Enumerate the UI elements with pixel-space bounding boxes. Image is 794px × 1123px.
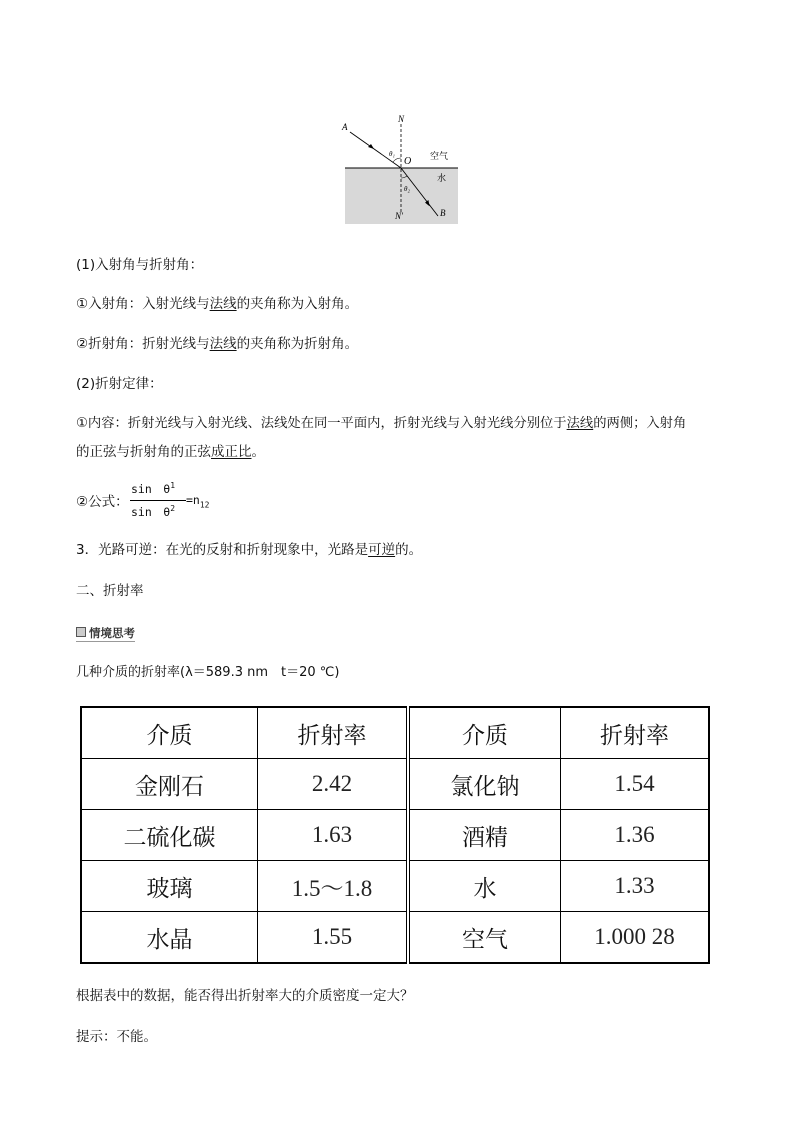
- table-cell-medium: 氯化钠: [408, 759, 561, 810]
- fraction-bar: [130, 500, 186, 501]
- table-header-index-2: 折射率: [561, 707, 710, 759]
- incidence-pre: ①入射角：入射光线与: [76, 296, 210, 312]
- law-content-underline-1: 法线: [566, 416, 594, 431]
- refraction-pre: ②折射角：折射光线与: [76, 336, 210, 352]
- table-cell-index: 1.36: [561, 810, 710, 861]
- formula-num-sub: 1: [170, 481, 176, 491]
- section3-text: [76, 540, 422, 560]
- incident-arrow-icon: [368, 144, 374, 149]
- table-header-row: [81, 707, 709, 759]
- label-theta1: θ₁: [389, 150, 395, 158]
- law-content-mid: 的两侧；入射角: [593, 416, 687, 431]
- refractive-index-table: [80, 706, 710, 964]
- table-cell-medium: 水: [408, 861, 561, 912]
- section1-heading: (1)入射角与折射角：: [76, 257, 204, 273]
- table-header-index-1: 折射率: [258, 707, 409, 759]
- label-air: 空气: [430, 152, 449, 162]
- table-cell-medium: 玻璃: [81, 861, 258, 912]
- scenario-tag: [76, 623, 135, 643]
- incidence-post: 的夹角称为入射角。: [236, 296, 359, 312]
- law-content-pre: ①内容：折射光线与入射光线、法线处在同一平面内，折射光线与入射光线分别位于: [76, 416, 567, 431]
- section-two-heading: 二、折射率: [76, 583, 144, 599]
- table-cell-medium: 水晶: [81, 912, 258, 964]
- table-cell-index: 1.55: [258, 912, 409, 964]
- formula-rhs: [186, 493, 210, 509]
- refraction-definition: [76, 334, 358, 354]
- table-cell-index: 1.5～1.8: [258, 861, 409, 912]
- table-row: [81, 861, 709, 912]
- law-content-underline-2: 成正比: [211, 444, 252, 460]
- scenario-tag-text: 情境思考: [89, 626, 135, 640]
- table-row: [81, 810, 709, 861]
- label-a: A: [342, 122, 348, 132]
- table-header-medium-1: 介质: [81, 707, 258, 759]
- table-cell-index: 1.54: [561, 759, 710, 810]
- label-b: B: [440, 208, 446, 218]
- table-cell-index: 2.42: [258, 759, 409, 810]
- scenario-tag-icon: [76, 627, 86, 637]
- scenario-tag-label: [76, 626, 135, 642]
- refraction-post: 的夹角称为折射角。: [236, 336, 359, 352]
- incidence-underline: 法线: [209, 296, 237, 312]
- table-row: [81, 912, 709, 964]
- table-header-medium-2: 介质: [408, 707, 561, 759]
- formula-rhs-text: =n: [186, 493, 200, 507]
- angle-arc-1: [393, 158, 401, 162]
- section3-pre: 3．光路可逆：在光的反射和折射现象中，光路是: [76, 542, 369, 558]
- label-n-prime: N′: [395, 211, 403, 221]
- law-content-line2-post: 。: [251, 444, 265, 460]
- refraction-diagram: [338, 112, 468, 228]
- table-cell-index: 1.63: [258, 810, 409, 861]
- section3-post: 的。: [395, 542, 423, 558]
- table-cell-medium: 二硫化碳: [81, 810, 258, 861]
- law-content-line1: [76, 414, 686, 434]
- law-content-line2-pre: 的正弦与折射角的正弦: [76, 444, 211, 460]
- table-caption: 几种介质的折射率(λ＝589.3 nm t＝20 ℃): [76, 665, 340, 680]
- question-text: 根据表中的数据，能否得出折射率大的介质密度一定大？: [76, 988, 414, 1004]
- table-cell-medium: 金刚石: [81, 759, 258, 810]
- label-n: N: [398, 114, 405, 124]
- law-content-line2: [76, 442, 265, 462]
- incidence-definition: [76, 294, 358, 314]
- table-cell-index: 1.33: [561, 861, 710, 912]
- table-cell-medium: 酒精: [408, 810, 561, 861]
- table-cell-index: 1.000 28: [561, 912, 710, 964]
- section3-underline: 可逆: [368, 542, 396, 558]
- table-cell-medium: 空气: [408, 912, 561, 964]
- formula-label: ②公式：: [76, 494, 129, 510]
- label-water: 水: [437, 174, 447, 184]
- hint-text: 提示：不能。: [76, 1029, 157, 1045]
- refraction-underline: 法线: [209, 336, 237, 352]
- section2-heading: (2)折射定律：: [76, 376, 163, 392]
- label-o: O: [404, 156, 412, 167]
- formula-numerator: [131, 481, 175, 497]
- formula-rhs-sub: 12: [199, 500, 210, 510]
- formula-den-sub: 2: [170, 504, 176, 514]
- formula-num-text: sin θ: [131, 482, 171, 496]
- label-theta2: θ₂: [404, 185, 410, 193]
- formula-denominator: [131, 504, 175, 520]
- formula-den-text: sin θ: [131, 505, 171, 519]
- table-row: [81, 759, 709, 810]
